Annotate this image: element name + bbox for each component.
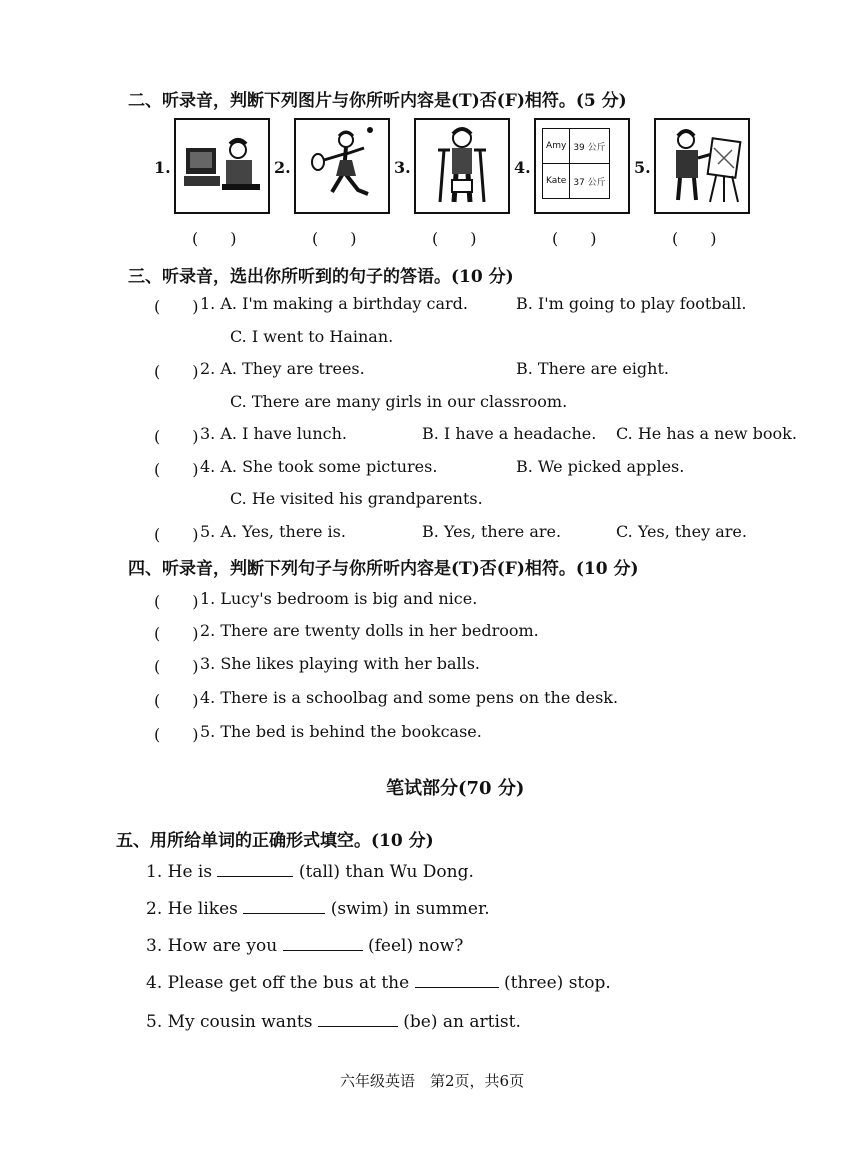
question-3-2-option-b: B. There are eight.	[516, 359, 669, 378]
answer-paren[interactable]: ( )	[154, 525, 199, 544]
fill-question-1-suffix: (tall) than Wu Dong.	[298, 862, 474, 882]
computer-person-icon	[176, 120, 268, 212]
question-3-4-option-c: C. He visited his grandparents.	[230, 489, 483, 508]
picture-row	[150, 118, 770, 218]
question-3-4-option-a: 4. A. She took some pictures.	[200, 457, 438, 476]
table-cell-name: Kate	[543, 164, 570, 199]
answer-paren[interactable]: ( )	[154, 297, 199, 316]
fill-question-5-suffix: (be) an artist.	[403, 1012, 521, 1032]
picture-number-5: 5.	[634, 158, 651, 177]
table-cell-weight: 37 公斤	[570, 164, 609, 199]
boy-crutches-icon	[416, 120, 508, 212]
weight-table-icon	[542, 128, 610, 199]
picture-number-2: 2.	[274, 158, 291, 177]
section2-heading: 二、听录音，判断下列图片与你所听内容是(T)否(F)相符。(5 分)	[128, 91, 627, 111]
fill-question-4	[146, 973, 611, 993]
painter-easel-icon	[656, 120, 748, 212]
picture-3	[414, 118, 510, 214]
answer-paren[interactable]: ( )	[154, 592, 199, 611]
section4-heading: 四、听录音，判断下列句子与你所听内容是(T)否(F)相符。(10 分)	[128, 559, 639, 579]
fill-question-5-prefix: 5. My cousin wants	[146, 1012, 313, 1032]
question-3-4-option-b: B. We picked apples.	[516, 457, 685, 476]
picture-5	[654, 118, 750, 214]
question-3-3-option-a: 3. A. I have lunch.	[200, 424, 347, 443]
fill-question-4-suffix: (three) stop.	[504, 973, 611, 993]
table-cell-weight: 39 公斤	[570, 129, 609, 164]
picture-2	[294, 118, 390, 214]
table-row	[543, 164, 610, 199]
list-item: 4. There is a schoolbag and some pens on the desk.	[200, 688, 619, 707]
answer-paren-3[interactable]: ( )	[432, 229, 477, 248]
fill-question-2-suffix: (swim) in summer.	[330, 899, 490, 919]
question-3-3-option-b: B. I have a headache.	[422, 424, 597, 443]
answer-paren[interactable]: ( )	[154, 691, 199, 710]
fill-question-3	[146, 936, 463, 956]
answer-paren-4[interactable]: ( )	[552, 229, 597, 248]
fill-question-4-prefix: 4. Please get off the bus at the	[146, 973, 410, 993]
answer-paren-1[interactable]: ( )	[192, 229, 237, 248]
fill-blank-2[interactable]	[243, 899, 325, 914]
answer-paren[interactable]: ( )	[154, 427, 199, 446]
answer-paren[interactable]: ( )	[154, 725, 199, 744]
answer-paren-2[interactable]: ( )	[312, 229, 357, 248]
list-item: 1. Lucy's bedroom is big and nice.	[200, 589, 478, 608]
weight-table	[542, 128, 610, 199]
answer-paren[interactable]: ( )	[154, 460, 199, 479]
picture-number-1: 1.	[154, 158, 171, 177]
page-footer: 六年级英语 第2页，共6页	[340, 1072, 525, 1090]
question-3-2-option-a: 2. A. They are trees.	[200, 359, 365, 378]
picture-number-3: 3.	[394, 158, 411, 177]
answer-paren[interactable]: ( )	[154, 624, 199, 643]
answer-paren[interactable]: ( )	[154, 362, 199, 381]
badminton-player-icon	[296, 120, 388, 212]
fill-question-1	[146, 862, 474, 882]
fill-question-3-suffix: (feel) now?	[367, 936, 464, 956]
fill-blank-5[interactable]	[318, 1012, 398, 1027]
fill-question-3-prefix: 3. How are you	[146, 936, 278, 956]
answer-paren-5[interactable]: ( )	[672, 229, 717, 248]
fill-blank-4[interactable]	[415, 973, 499, 988]
fill-question-2-prefix: 2. He likes	[146, 899, 238, 919]
list-item: 3. She likes playing with her balls.	[200, 654, 481, 673]
question-3-3-option-c: C. He has a new book.	[616, 424, 797, 443]
written-part-title: 笔试部分(70 分)	[386, 778, 525, 799]
question-3-1-option-b: B. I'm going to play football.	[516, 294, 747, 313]
picture-4	[534, 118, 630, 214]
list-item: 2. There are twenty dolls in her bedroom.	[200, 621, 539, 640]
fill-blank-3[interactable]	[283, 936, 363, 951]
section3-heading: 三、听录音，选出你所听到的句子的答语。(10 分)	[128, 267, 514, 287]
fill-question-1-prefix: 1. He is	[146, 862, 213, 882]
answer-paren[interactable]: ( )	[154, 657, 199, 676]
question-3-2-option-c: C. There are many girls in our classroom.	[230, 392, 568, 411]
table-cell-name: Amy	[543, 129, 570, 164]
question-3-5-option-b: B. Yes, there are.	[422, 522, 562, 541]
fill-blank-1[interactable]	[217, 862, 293, 877]
picture-number-4: 4.	[514, 158, 531, 177]
picture-1	[174, 118, 270, 214]
fill-question-2	[146, 899, 490, 919]
fill-question-5	[146, 1012, 521, 1032]
list-item: 5. The bed is behind the bookcase.	[200, 722, 482, 741]
table-row	[543, 129, 610, 164]
question-3-5-option-c: C. Yes, they are.	[616, 522, 747, 541]
question-3-5-option-a: 5. A. Yes, there is.	[200, 522, 346, 541]
question-3-1-option-a: 1. A. I'm making a birthday card.	[200, 294, 468, 313]
question-3-1-option-c: C. I went to Hainan.	[230, 327, 394, 346]
section5-heading: 五、用所给单词的正确形式填空。(10 分)	[116, 831, 434, 851]
